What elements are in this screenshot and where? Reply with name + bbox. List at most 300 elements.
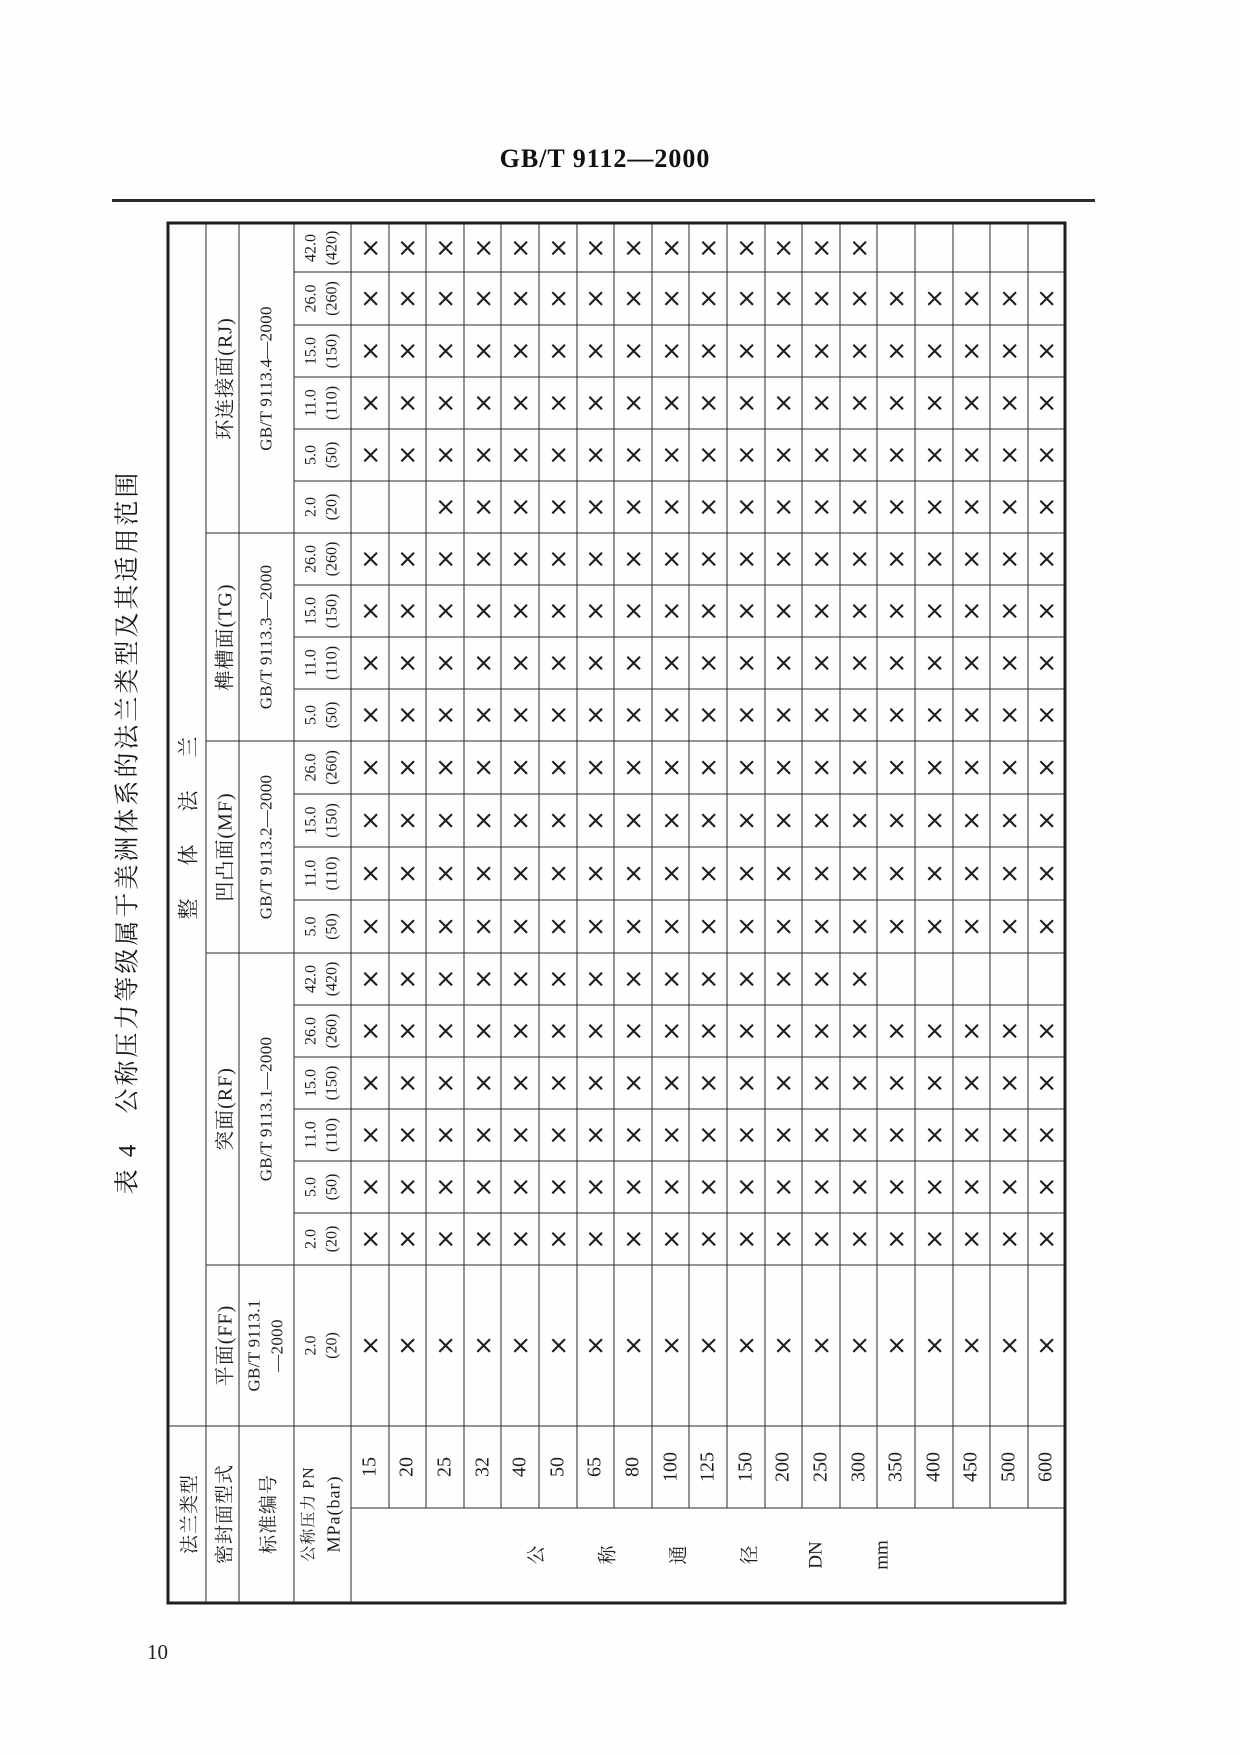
grid-mark-cell: ×	[389, 794, 427, 847]
grid-mark-cell: ×	[614, 533, 652, 585]
grid-mark-cell: ×	[727, 377, 765, 429]
pressure-header-cell	[294, 481, 351, 533]
pressure-bar: (50)	[323, 913, 341, 940]
grid-mark-cell: ×	[727, 847, 765, 900]
grid-mark-cell: ×	[577, 1005, 615, 1057]
pressure-header-cell	[294, 1161, 351, 1213]
grid-mark-cell: ×	[652, 741, 690, 794]
dn-value-cell: 300	[840, 1426, 878, 1508]
grid-mark-cell: ×	[727, 1265, 765, 1426]
grid-mark-cell: ×	[802, 481, 840, 533]
pressure-bar: (110)	[323, 385, 341, 421]
pressure-bar: (150)	[323, 593, 341, 629]
pressure-bar: (50)	[323, 701, 341, 729]
grid-mark-cell: ×	[877, 741, 915, 794]
dn-value-cell: 350	[877, 1426, 915, 1508]
pressure-bar: (260)	[323, 281, 341, 316]
grid-mark-cell: ×	[1028, 272, 1066, 325]
pressure-mpa: 15.0	[302, 596, 320, 625]
grid-mark-cell: ×	[464, 481, 502, 533]
grid-mark-cell: ×	[840, 481, 878, 533]
standard-line: GB/T 9113.1	[244, 1299, 264, 1392]
grid-mark-cell: ×	[539, 325, 577, 377]
grid-mark-cell: ×	[915, 637, 953, 689]
grid-mark-cell: ×	[614, 377, 652, 429]
grid-mark-cell: ×	[389, 1057, 427, 1109]
grid-mark-cell: ×	[953, 1213, 991, 1265]
pressure-header-cell	[294, 689, 351, 741]
grid-mark-cell: ×	[389, 1265, 427, 1426]
grid-mark-cell: ×	[765, 325, 803, 377]
grid-mark-cell: ×	[915, 585, 953, 637]
grid-mark-cell: ×	[614, 429, 652, 481]
grid-mark-cell: ×	[689, 1161, 727, 1213]
grid-mark-cell	[953, 953, 991, 1005]
header-rule	[112, 199, 1095, 202]
grid-mark-cell: ×	[765, 953, 803, 1005]
grid-mark-cell: ×	[539, 637, 577, 689]
grid-mark-cell: ×	[802, 325, 840, 377]
dn-value-cell: 32	[464, 1426, 502, 1508]
pressure-mpa: 2.0	[302, 496, 320, 517]
grid-mark-cell: ×	[1028, 1161, 1066, 1213]
grid-mark-cell: ×	[577, 223, 615, 272]
face-header: 平面(FF)	[206, 1265, 239, 1426]
grid-mark-cell: ×	[614, 1005, 652, 1057]
dn-value-cell: 125	[689, 1426, 727, 1508]
standard-line: GB/T 9113.2—2000	[256, 774, 276, 920]
grid-mark-cell: ×	[689, 223, 727, 272]
grid-mark-cell: ×	[840, 953, 878, 1005]
grid-mark-cell: ×	[689, 533, 727, 585]
grid-mark-cell: ×	[652, 1005, 690, 1057]
dn-axis-label-stack	[522, 1509, 894, 1602]
grid-mark-cell: ×	[351, 272, 389, 325]
pressure-header-cell	[294, 272, 351, 325]
grid-mark-cell: ×	[426, 325, 464, 377]
grid-mark-cell: ×	[501, 377, 539, 429]
grid-mark-cell: ×	[351, 900, 389, 953]
pressure-bar: (50)	[323, 1173, 341, 1201]
grid-mark-cell: ×	[802, 1109, 840, 1161]
grid-mark-cell: ×	[877, 1265, 915, 1426]
grid-mark-cell: ×	[727, 953, 765, 1005]
grid-mark-cell: ×	[727, 325, 765, 377]
grid-mark-cell: ×	[464, 741, 502, 794]
grid-mark-cell: ×	[351, 223, 389, 272]
grid-mark-cell: ×	[689, 900, 727, 953]
grid-mark-cell: ×	[577, 741, 615, 794]
grid-mark-cell: ×	[727, 1057, 765, 1109]
pressure-mpa: 26.0	[302, 1016, 320, 1045]
grid-mark-cell: ×	[765, 847, 803, 900]
dn-value-cell: 20	[389, 1426, 427, 1508]
grid-mark-cell: ×	[877, 429, 915, 481]
grid-mark-cell: ×	[539, 1057, 577, 1109]
grid-mark-cell: ×	[614, 637, 652, 689]
pressure-header-cell	[294, 377, 351, 429]
dn-value-cell: 100	[652, 1426, 690, 1508]
grid-mark-cell: ×	[501, 585, 539, 637]
grid-mark-cell: ×	[689, 794, 727, 847]
grid-mark-cell: ×	[652, 481, 690, 533]
grid-mark-cell	[953, 223, 991, 272]
pressure-label-line: MPa(bar)	[323, 1475, 344, 1553]
pressure-bar: (420)	[323, 230, 341, 266]
grid-mark-cell: ×	[689, 1109, 727, 1161]
grid-mark-cell: ×	[464, 953, 502, 1005]
flange-table	[167, 222, 1067, 1605]
dn-value-cell: 65	[577, 1426, 615, 1508]
grid-mark-cell: ×	[802, 847, 840, 900]
grid-mark-cell: ×	[990, 377, 1028, 429]
grid-mark-cell: ×	[840, 689, 878, 741]
grid-mark-cell: ×	[953, 585, 991, 637]
pressure-header-cell	[294, 223, 351, 272]
grid-mark-cell: ×	[464, 794, 502, 847]
grid-mark-cell: ×	[990, 1213, 1028, 1265]
pressure-header-cell	[294, 585, 351, 637]
grid-mark-cell: ×	[1028, 1057, 1066, 1109]
grid-mark-cell: ×	[539, 689, 577, 741]
grid-mark-cell: ×	[953, 794, 991, 847]
grid-mark-cell: ×	[389, 325, 427, 377]
grid-mark-cell: ×	[840, 325, 878, 377]
grid-mark-cell: ×	[426, 272, 464, 325]
grid-mark-cell: ×	[765, 794, 803, 847]
grid-mark-cell: ×	[577, 794, 615, 847]
grid-mark-cell: ×	[501, 481, 539, 533]
grid-mark-cell: ×	[689, 953, 727, 1005]
grid-mark-cell: ×	[389, 953, 427, 1005]
grid-mark-cell: ×	[577, 1109, 615, 1161]
grid-mark-cell: ×	[351, 1109, 389, 1161]
grid-mark-cell: ×	[802, 637, 840, 689]
pressure-label	[294, 1426, 351, 1603]
grid-mark-cell: ×	[652, 272, 690, 325]
grid-mark-cell: ×	[990, 429, 1028, 481]
grid-mark-cell: ×	[426, 377, 464, 429]
grid-mark-cell: ×	[802, 900, 840, 953]
grid-mark-cell: ×	[877, 847, 915, 900]
standard-header	[239, 953, 294, 1265]
grid-mark-cell: ×	[577, 533, 615, 585]
grid-mark-cell: ×	[351, 1057, 389, 1109]
grid-mark-cell: ×	[464, 1109, 502, 1161]
grid-mark-cell: ×	[990, 1005, 1028, 1057]
grid-mark-cell: ×	[953, 429, 991, 481]
grid-mark-cell: ×	[652, 953, 690, 1005]
grid-mark-cell: ×	[727, 1005, 765, 1057]
pressure-bar: (110)	[323, 1117, 341, 1153]
grid-mark-cell: ×	[840, 1161, 878, 1213]
grid-mark-cell: ×	[840, 794, 878, 847]
grid-mark-cell: ×	[539, 794, 577, 847]
grid-mark-cell: ×	[501, 272, 539, 325]
dn-axis-label-char: 称	[597, 1545, 619, 1565]
grid-mark-cell: ×	[351, 794, 389, 847]
grid-mark-cell: ×	[953, 689, 991, 741]
grid-mark-cell: ×	[877, 533, 915, 585]
grid-mark-cell: ×	[840, 900, 878, 953]
grid-mark-cell: ×	[689, 637, 727, 689]
grid-mark-cell: ×	[539, 533, 577, 585]
grid-mark-cell: ×	[765, 272, 803, 325]
grid-mark-cell: ×	[351, 741, 389, 794]
grid-mark-cell: ×	[765, 1213, 803, 1265]
page-number: 10	[147, 1640, 168, 1664]
grid-mark-cell: ×	[577, 272, 615, 325]
dn-axis-label-char: 通	[668, 1545, 690, 1565]
grid-mark-cell: ×	[501, 953, 539, 1005]
grid-mark-cell: ×	[840, 847, 878, 900]
grid-mark-cell: ×	[877, 1057, 915, 1109]
dn-axis-label	[351, 1508, 1065, 1603]
grid-mark-cell: ×	[539, 1161, 577, 1213]
grid-mark-cell: ×	[426, 585, 464, 637]
dn-value-cell: 40	[501, 1426, 539, 1508]
grid-mark-cell: ×	[990, 741, 1028, 794]
grid-mark-cell: ×	[802, 533, 840, 585]
grid-mark-cell: ×	[652, 429, 690, 481]
grid-mark-cell: ×	[351, 847, 389, 900]
pressure-bar: (50)	[323, 441, 341, 469]
grid-mark-cell: ×	[765, 900, 803, 953]
grid-mark-cell: ×	[840, 223, 878, 272]
grid-mark-cell: ×	[1028, 585, 1066, 637]
pressure-bar: (260)	[323, 1013, 341, 1049]
grid-mark-cell: ×	[802, 1005, 840, 1057]
grid-mark-cell: ×	[389, 377, 427, 429]
grid-mark-cell: ×	[539, 272, 577, 325]
grid-mark-cell: ×	[1028, 1005, 1066, 1057]
grid-mark-cell: ×	[351, 377, 389, 429]
standard-label: 标准编号	[239, 1426, 294, 1603]
grid-mark-cell: ×	[877, 325, 915, 377]
grid-mark-cell: ×	[389, 223, 427, 272]
grid-mark-cell: ×	[953, 847, 991, 900]
grid-mark-cell: ×	[802, 689, 840, 741]
dn-value-cell: 200	[765, 1426, 803, 1508]
pressure-bar: (260)	[323, 541, 341, 577]
grid-mark-cell: ×	[652, 900, 690, 953]
grid-mark-cell: ×	[426, 1005, 464, 1057]
grid-mark-cell: ×	[1028, 533, 1066, 585]
standard-line: —2000	[267, 1319, 287, 1372]
pressure-header-cell	[294, 1005, 351, 1057]
grid-mark-cell: ×	[727, 429, 765, 481]
grid-mark-cell: ×	[915, 900, 953, 953]
grid-mark-cell: ×	[389, 272, 427, 325]
grid-mark-cell: ×	[501, 223, 539, 272]
grid-mark-cell: ×	[577, 1161, 615, 1213]
grid-mark-cell: ×	[577, 377, 615, 429]
grid-mark-cell: ×	[915, 272, 953, 325]
standard-header	[239, 741, 294, 953]
pressure-header-cell	[294, 741, 351, 794]
face-header: 榫槽面(TG)	[206, 533, 239, 741]
grid-mark-cell	[877, 953, 915, 1005]
grid-mark-cell: ×	[802, 953, 840, 1005]
grid-mark-cell: ×	[915, 1213, 953, 1265]
grid-mark-cell: ×	[351, 1265, 389, 1426]
grid-mark-cell: ×	[501, 900, 539, 953]
dn-axis-label-char: DN	[805, 1541, 827, 1569]
dn-axis-label-char: 径	[739, 1545, 761, 1565]
grid-mark-cell: ×	[652, 847, 690, 900]
grid-mark-cell: ×	[915, 1265, 953, 1426]
grid-mark-cell: ×	[501, 1057, 539, 1109]
grid-mark-cell: ×	[652, 1057, 690, 1109]
grid-mark-cell	[389, 481, 427, 533]
grid-mark-cell: ×	[652, 794, 690, 847]
dn-value-cell: 450	[953, 1426, 991, 1508]
grid-mark-cell: ×	[727, 533, 765, 585]
grid-mark-cell: ×	[915, 1161, 953, 1213]
grid-mark-cell: ×	[426, 637, 464, 689]
grid-mark-cell: ×	[765, 1161, 803, 1213]
pressure-bar: (110)	[323, 856, 341, 891]
grid-mark-cell: ×	[802, 794, 840, 847]
grid-mark-cell: ×	[765, 377, 803, 429]
grid-mark-cell: ×	[389, 900, 427, 953]
grid-mark-cell: ×	[765, 1057, 803, 1109]
grid-mark-cell: ×	[501, 741, 539, 794]
grid-mark-cell: ×	[501, 1213, 539, 1265]
grid-mark-cell: ×	[1028, 1265, 1066, 1426]
grid-mark-cell	[877, 223, 915, 272]
grid-mark-cell: ×	[953, 1057, 991, 1109]
grid-mark-cell: ×	[614, 1265, 652, 1426]
grid-mark-cell: ×	[501, 794, 539, 847]
grid-mark-cell: ×	[727, 1109, 765, 1161]
grid-mark-cell: ×	[652, 223, 690, 272]
grid-mark-cell: ×	[614, 325, 652, 377]
grid-mark-cell: ×	[614, 481, 652, 533]
grid-mark-cell: ×	[1028, 1213, 1066, 1265]
grid-mark-cell: ×	[464, 533, 502, 585]
grid-mark-cell: ×	[802, 585, 840, 637]
grid-mark-cell: ×	[765, 481, 803, 533]
grid-mark-cell: ×	[426, 900, 464, 953]
grid-mark-cell: ×	[727, 1161, 765, 1213]
grid-mark-cell: ×	[953, 741, 991, 794]
grid-mark-cell: ×	[802, 429, 840, 481]
pressure-label-line: 公称压力 PN	[300, 1466, 318, 1562]
standard-line: GB/T 9113.4—2000	[256, 306, 276, 451]
grid-mark-cell: ×	[727, 794, 765, 847]
pressure-bar: (150)	[323, 333, 341, 369]
grid-mark-cell: ×	[652, 1265, 690, 1426]
grid-mark-cell: ×	[577, 481, 615, 533]
grid-mark-cell: ×	[464, 1213, 502, 1265]
pressure-header-cell	[294, 900, 351, 953]
grid-mark-cell: ×	[539, 429, 577, 481]
grid-mark-cell: ×	[990, 585, 1028, 637]
grid-mark-cell: ×	[539, 585, 577, 637]
grid-mark-cell: ×	[614, 1057, 652, 1109]
pressure-header-cell	[294, 1057, 351, 1109]
standard-header	[239, 1265, 294, 1426]
grid-mark-cell: ×	[501, 1109, 539, 1161]
grid-mark-cell: ×	[426, 847, 464, 900]
pressure-header-cell	[294, 429, 351, 481]
grid-mark-cell: ×	[577, 900, 615, 953]
grid-mark-cell: ×	[389, 1213, 427, 1265]
grid-mark-cell: ×	[577, 1265, 615, 1426]
dn-value-cell: 500	[990, 1426, 1028, 1508]
grid-mark-cell: ×	[501, 637, 539, 689]
grid-mark-cell: ×	[464, 1161, 502, 1213]
grid-mark-cell: ×	[464, 847, 502, 900]
grid-mark-cell: ×	[577, 585, 615, 637]
grid-mark-cell: ×	[915, 689, 953, 741]
doc-code: GB/T 9112—2000	[499, 144, 711, 173]
grid-mark-cell: ×	[877, 900, 915, 953]
grid-mark-cell: ×	[877, 1005, 915, 1057]
dn-value-cell: 150	[727, 1426, 765, 1508]
standard-line: GB/T 9113.1—2000	[256, 1036, 276, 1182]
grid-mark-cell: ×	[389, 429, 427, 481]
grid-mark-cell: ×	[990, 1057, 1028, 1109]
grid-mark-cell: ×	[389, 1109, 427, 1161]
grid-mark-cell: ×	[840, 741, 878, 794]
seal-face-label: 密封面型式	[206, 1426, 239, 1603]
grid-mark-cell: ×	[990, 481, 1028, 533]
grid-mark-cell: ×	[915, 377, 953, 429]
grid-mark-cell: ×	[765, 1005, 803, 1057]
grid-mark-cell: ×	[990, 1109, 1028, 1161]
grid-mark-cell: ×	[539, 223, 577, 272]
dn-value-cell: 25	[426, 1426, 464, 1508]
grid-mark-cell: ×	[426, 689, 464, 741]
flange-type-value: 整 体 法 兰	[168, 223, 206, 1426]
grid-mark-cell: ×	[727, 689, 765, 741]
grid-mark-cell: ×	[652, 1109, 690, 1161]
grid-mark-cell	[1028, 223, 1066, 272]
grid-mark-cell: ×	[539, 481, 577, 533]
grid-mark-cell: ×	[501, 689, 539, 741]
grid-mark-cell: ×	[727, 900, 765, 953]
grid-mark-cell: ×	[614, 223, 652, 272]
flange-type-label: 法兰类型	[168, 1426, 206, 1603]
grid-mark-cell: ×	[464, 1005, 502, 1057]
grid-mark-cell: ×	[389, 689, 427, 741]
table-title: 表 4 公称压力等级属于美洲体系的法兰类型及其适用范围	[114, 469, 142, 1195]
grid-mark-cell: ×	[389, 585, 427, 637]
grid-mark-cell: ×	[389, 533, 427, 585]
grid-mark-cell: ×	[727, 481, 765, 533]
grid-mark-cell: ×	[953, 900, 991, 953]
grid-mark-cell: ×	[877, 1213, 915, 1265]
grid-mark-cell: ×	[953, 1109, 991, 1161]
grid-mark-cell	[990, 223, 1028, 272]
grid-mark-cell: ×	[464, 585, 502, 637]
grid-mark-cell: ×	[727, 272, 765, 325]
grid-mark-cell: ×	[426, 1057, 464, 1109]
grid-mark-cell: ×	[539, 847, 577, 900]
pressure-bar: (20)	[323, 1225, 341, 1253]
grid-mark-cell: ×	[689, 429, 727, 481]
grid-mark-cell: ×	[915, 1109, 953, 1161]
grid-mark-cell: ×	[727, 637, 765, 689]
grid-mark-cell: ×	[802, 1161, 840, 1213]
grid-mark-cell: ×	[652, 533, 690, 585]
pressure-mpa: 2.0	[302, 1335, 320, 1356]
grid-mark-cell: ×	[426, 1161, 464, 1213]
grid-mark-cell: ×	[953, 533, 991, 585]
grid-mark-cell: ×	[1028, 794, 1066, 847]
